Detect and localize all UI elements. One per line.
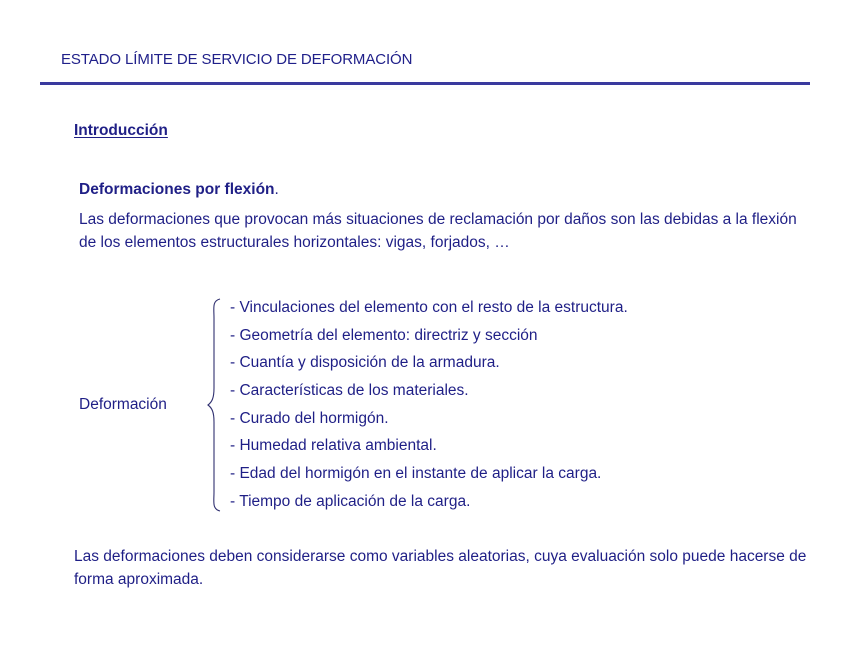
subsection-heading <box>79 181 279 199</box>
list-item: - Geometría del elemento: directriz y sección <box>230 326 538 344</box>
closing-paragraph: Las deformaciones deben considerarse como variables aleatorias, cuya evaluación solo puede hacerse de forma aproximada. <box>74 548 807 588</box>
list-item: - Vinculaciones del elemento con el resto de la estructura. <box>230 299 628 316</box>
list-item: - Edad del hormigón en el instante de aplicar la carga. <box>230 465 602 483</box>
list-item: - Humedad relativa ambiental. <box>230 437 437 455</box>
deformation-label: Deformación <box>79 396 167 413</box>
list-item: - Tiempo de aplicación de la carga. <box>230 492 471 510</box>
intro-paragraph: Las deformaciones que provocan más situaciones de reclamación por daños son las debidas a la flexión de los elementos estructurales horizontales: vigas, forjados, … <box>79 211 797 251</box>
curly-brace-icon <box>206 298 222 512</box>
section-heading: Introducción <box>74 122 168 139</box>
subsection-heading-suffix: . <box>274 181 279 198</box>
list-item: - Curado del hormigón. <box>230 409 389 427</box>
deformation-factor-list <box>230 294 628 516</box>
list-item: - Características de los materiales. <box>230 382 469 400</box>
subsection-heading-bold: Deformaciones por flexión <box>79 181 275 198</box>
title-divider <box>40 82 810 85</box>
list-item: - Cuantía y disposición de la armadura. <box>230 354 500 372</box>
slide-title: ESTADO LÍMITE DE SERVICIO DE DEFORMACIÓN <box>61 51 413 68</box>
